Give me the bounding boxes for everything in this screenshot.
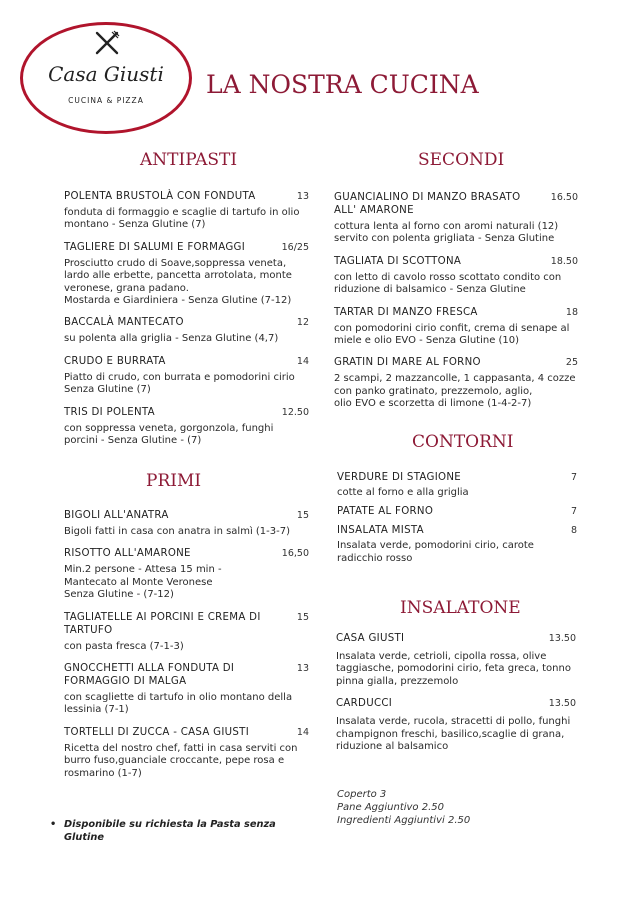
item-name: GUANCIALINO DI MANZO BRASATO ALL' AMARONE <box>334 192 521 216</box>
item-description: Insalata verde, pomodorini cirio, carote radicchio rosso <box>337 540 534 564</box>
gluten-free-note-text: Disponibile su richiesta la Pasta senza Glutine <box>64 819 276 843</box>
item-price: 13.50 <box>548 633 576 644</box>
item-description: Prosciutto crudo di Soave,soppressa veneta, lardo alle erbette, pancetta arrotolata, monte veronese, grana padano. Mostarda e Giardiniera - Senza Glutine (7-12) <box>64 257 292 307</box>
item-price: 18 <box>565 306 578 318</box>
item-name: RISOTTO ALL'AMARONE <box>64 548 191 560</box>
item-name: TAGLIATELLE AI PORCINI E CREMA DI TARTUFO <box>64 611 261 636</box>
menu-item <box>64 241 309 308</box>
coperto: Coperto 3 <box>337 789 387 800</box>
item-description: cottura lenta al forno con aromi naturali (12) servito con polenta grigliata - Senza Glutine <box>334 221 559 245</box>
ingredienti-aggiuntivi: Ingredienti Aggiuntivi 2.50 <box>337 815 471 826</box>
antipasti-title: ANTIPASTI <box>140 150 238 170</box>
item-price: 16.50 <box>550 192 578 203</box>
item-price: 25 <box>565 357 578 369</box>
item-description: 2 scampi, 2 mazzancolle, 1 cappasanta, 4 cozze con panko gratinato, prezzemolo, aglio, olio EVO e scorzetta di limone (1-4-2-7) <box>334 373 576 410</box>
secondi-title: SECONDI <box>418 150 505 170</box>
bullet-dot: • <box>50 819 57 830</box>
menu-item <box>334 306 578 348</box>
item-name: GRATIN DI MARE AL FORNO <box>334 357 481 369</box>
item-price: 13 <box>296 191 309 202</box>
item-description: con scagliette di tartufo in olio montano della lessinia (7-1) <box>64 692 293 716</box>
item-price: 7 <box>570 472 577 483</box>
menu-item <box>64 611 309 653</box>
menu-item <box>64 190 309 232</box>
item-name: TAGLIERE DI SALUMI E FORMAGGI <box>64 241 246 253</box>
item-description: Piatto di crudo, con burrata e pomodorini cirio Senza Glutine (7) <box>64 371 295 396</box>
item-name: BIGOLI ALL'ANATRA <box>64 510 169 521</box>
logo-name: Casa Giusti <box>48 62 164 86</box>
item-description: fonduta di formaggio e scaglie di tartufo in olio montano - Senza Glutine (7) <box>64 207 300 231</box>
item-name: POLENTA BRUSTOLÀ CON FONDUTA <box>64 191 256 202</box>
item-description: Insalata verde, rucola, stracetti di pollo, funghi champignon freschi, basilico,scaglie di grana, riduzione al balsamico <box>336 716 571 753</box>
item-name: PATATE AL FORNO <box>337 506 434 518</box>
menu-item <box>334 191 578 246</box>
primi-list <box>64 509 309 789</box>
menu-item <box>337 505 577 518</box>
item-price: 15 <box>296 510 309 521</box>
menu-item <box>64 406 309 448</box>
page-title: LA NOSTRA CUCINA <box>206 70 479 99</box>
item-price: 12.50 <box>281 406 309 418</box>
item-price: 13 <box>296 663 309 675</box>
item-description: Bigoli fatti in casa con anatra in salmì (1-3-7) <box>64 526 291 537</box>
item-description: su polenta alla griglia - Senza Glutine (4,7) <box>64 333 279 345</box>
item-name: BACCALÀ MANTECATO <box>64 317 184 329</box>
gluten-free-note <box>50 818 304 844</box>
secondi-list <box>334 191 578 420</box>
item-name: CARDUCCI <box>336 698 393 710</box>
item-name: TORTELLI DI ZUCCA - CASA GIUSTI <box>64 726 249 738</box>
item-name: CRUDO E BURRATA <box>64 355 166 367</box>
item-name: VERDURE DI STAGIONE <box>337 472 461 483</box>
menu-item <box>337 524 577 565</box>
contorni-title: CONTORNI <box>412 432 514 452</box>
item-name: TRIS DI POLENTA <box>64 406 155 418</box>
menu-item <box>334 356 578 410</box>
menu-item <box>64 316 309 345</box>
item-name: CASA GIUSTI <box>336 633 405 644</box>
item-description: con soppressa veneta, gorgonzola, funghi porcini - Senza Glutine - (7) <box>64 422 274 447</box>
item-price: 13.50 <box>548 698 576 710</box>
item-price: 14 <box>296 355 309 367</box>
item-description: cotte al forno e alla griglia <box>337 487 469 498</box>
menu-item <box>64 355 309 397</box>
restaurant-logo <box>20 22 192 134</box>
item-description: Ricetta del nostro chef, fatti in casa serviti con burro fuso,guanciale croccante, pepe rosa e rosmarino (1-7) <box>64 742 298 779</box>
item-name: TARTAR DI MANZO FRESCA <box>334 306 478 318</box>
menu-item <box>336 632 576 688</box>
item-description: Insalata verde, cetrioli, cipolla rossa, olive taggiasche, pomodorini cirio, feta greca, tonno pinna gialla, prezzemolo <box>336 651 571 687</box>
item-price: 14 <box>296 726 309 738</box>
menu-item <box>64 547 309 601</box>
item-name: TAGLIATA DI SCOTTONA <box>334 255 462 267</box>
item-description: Min.2 persone - Attesa 15 min - Mantecato al Monte Veronese Senza Glutine - (7-12) <box>64 564 222 601</box>
item-price: 12 <box>296 317 309 329</box>
item-price: 8 <box>570 525 577 537</box>
item-price: 15 <box>296 611 309 623</box>
menu-item <box>64 726 309 780</box>
item-price: 16,50 <box>281 548 309 560</box>
item-price: 18.50 <box>550 255 578 267</box>
extras-notes <box>337 788 470 827</box>
menu-item <box>64 662 309 717</box>
item-price: 7 <box>570 506 577 518</box>
item-description: con pomodorini cirio confit, crema di senape al miele e olio EVO - Senza Glutine (10) <box>334 322 570 347</box>
menu-item <box>334 255 578 297</box>
logo-subtitle: CUCINA & PIZZA <box>68 96 144 105</box>
menu-item <box>337 471 577 499</box>
item-name: GNOCCHETTI ALLA FONDUTA DI FORMAGGIO DI MALGA <box>64 663 235 688</box>
item-description: con letto di cavolo rosso scottato condito con riduzione di balsamico - Senza Glutine <box>334 271 562 296</box>
insalatone-list <box>336 632 576 762</box>
menu-item <box>336 697 576 753</box>
menu-item <box>64 509 309 538</box>
item-name: INSALATA MISTA <box>337 525 424 537</box>
contorni-list <box>337 471 577 574</box>
crossed-fork-knife-icon <box>94 30 120 56</box>
item-price: 16/25 <box>281 241 309 253</box>
pane-aggiuntivo: Pane Aggiuntivo 2.50 <box>337 802 444 813</box>
item-description: con pasta fresca (7-1-3) <box>64 640 184 652</box>
insalatone-title: INSALATONE <box>400 598 521 618</box>
antipasti-list <box>64 190 309 456</box>
primi-title: PRIMI <box>146 471 202 491</box>
